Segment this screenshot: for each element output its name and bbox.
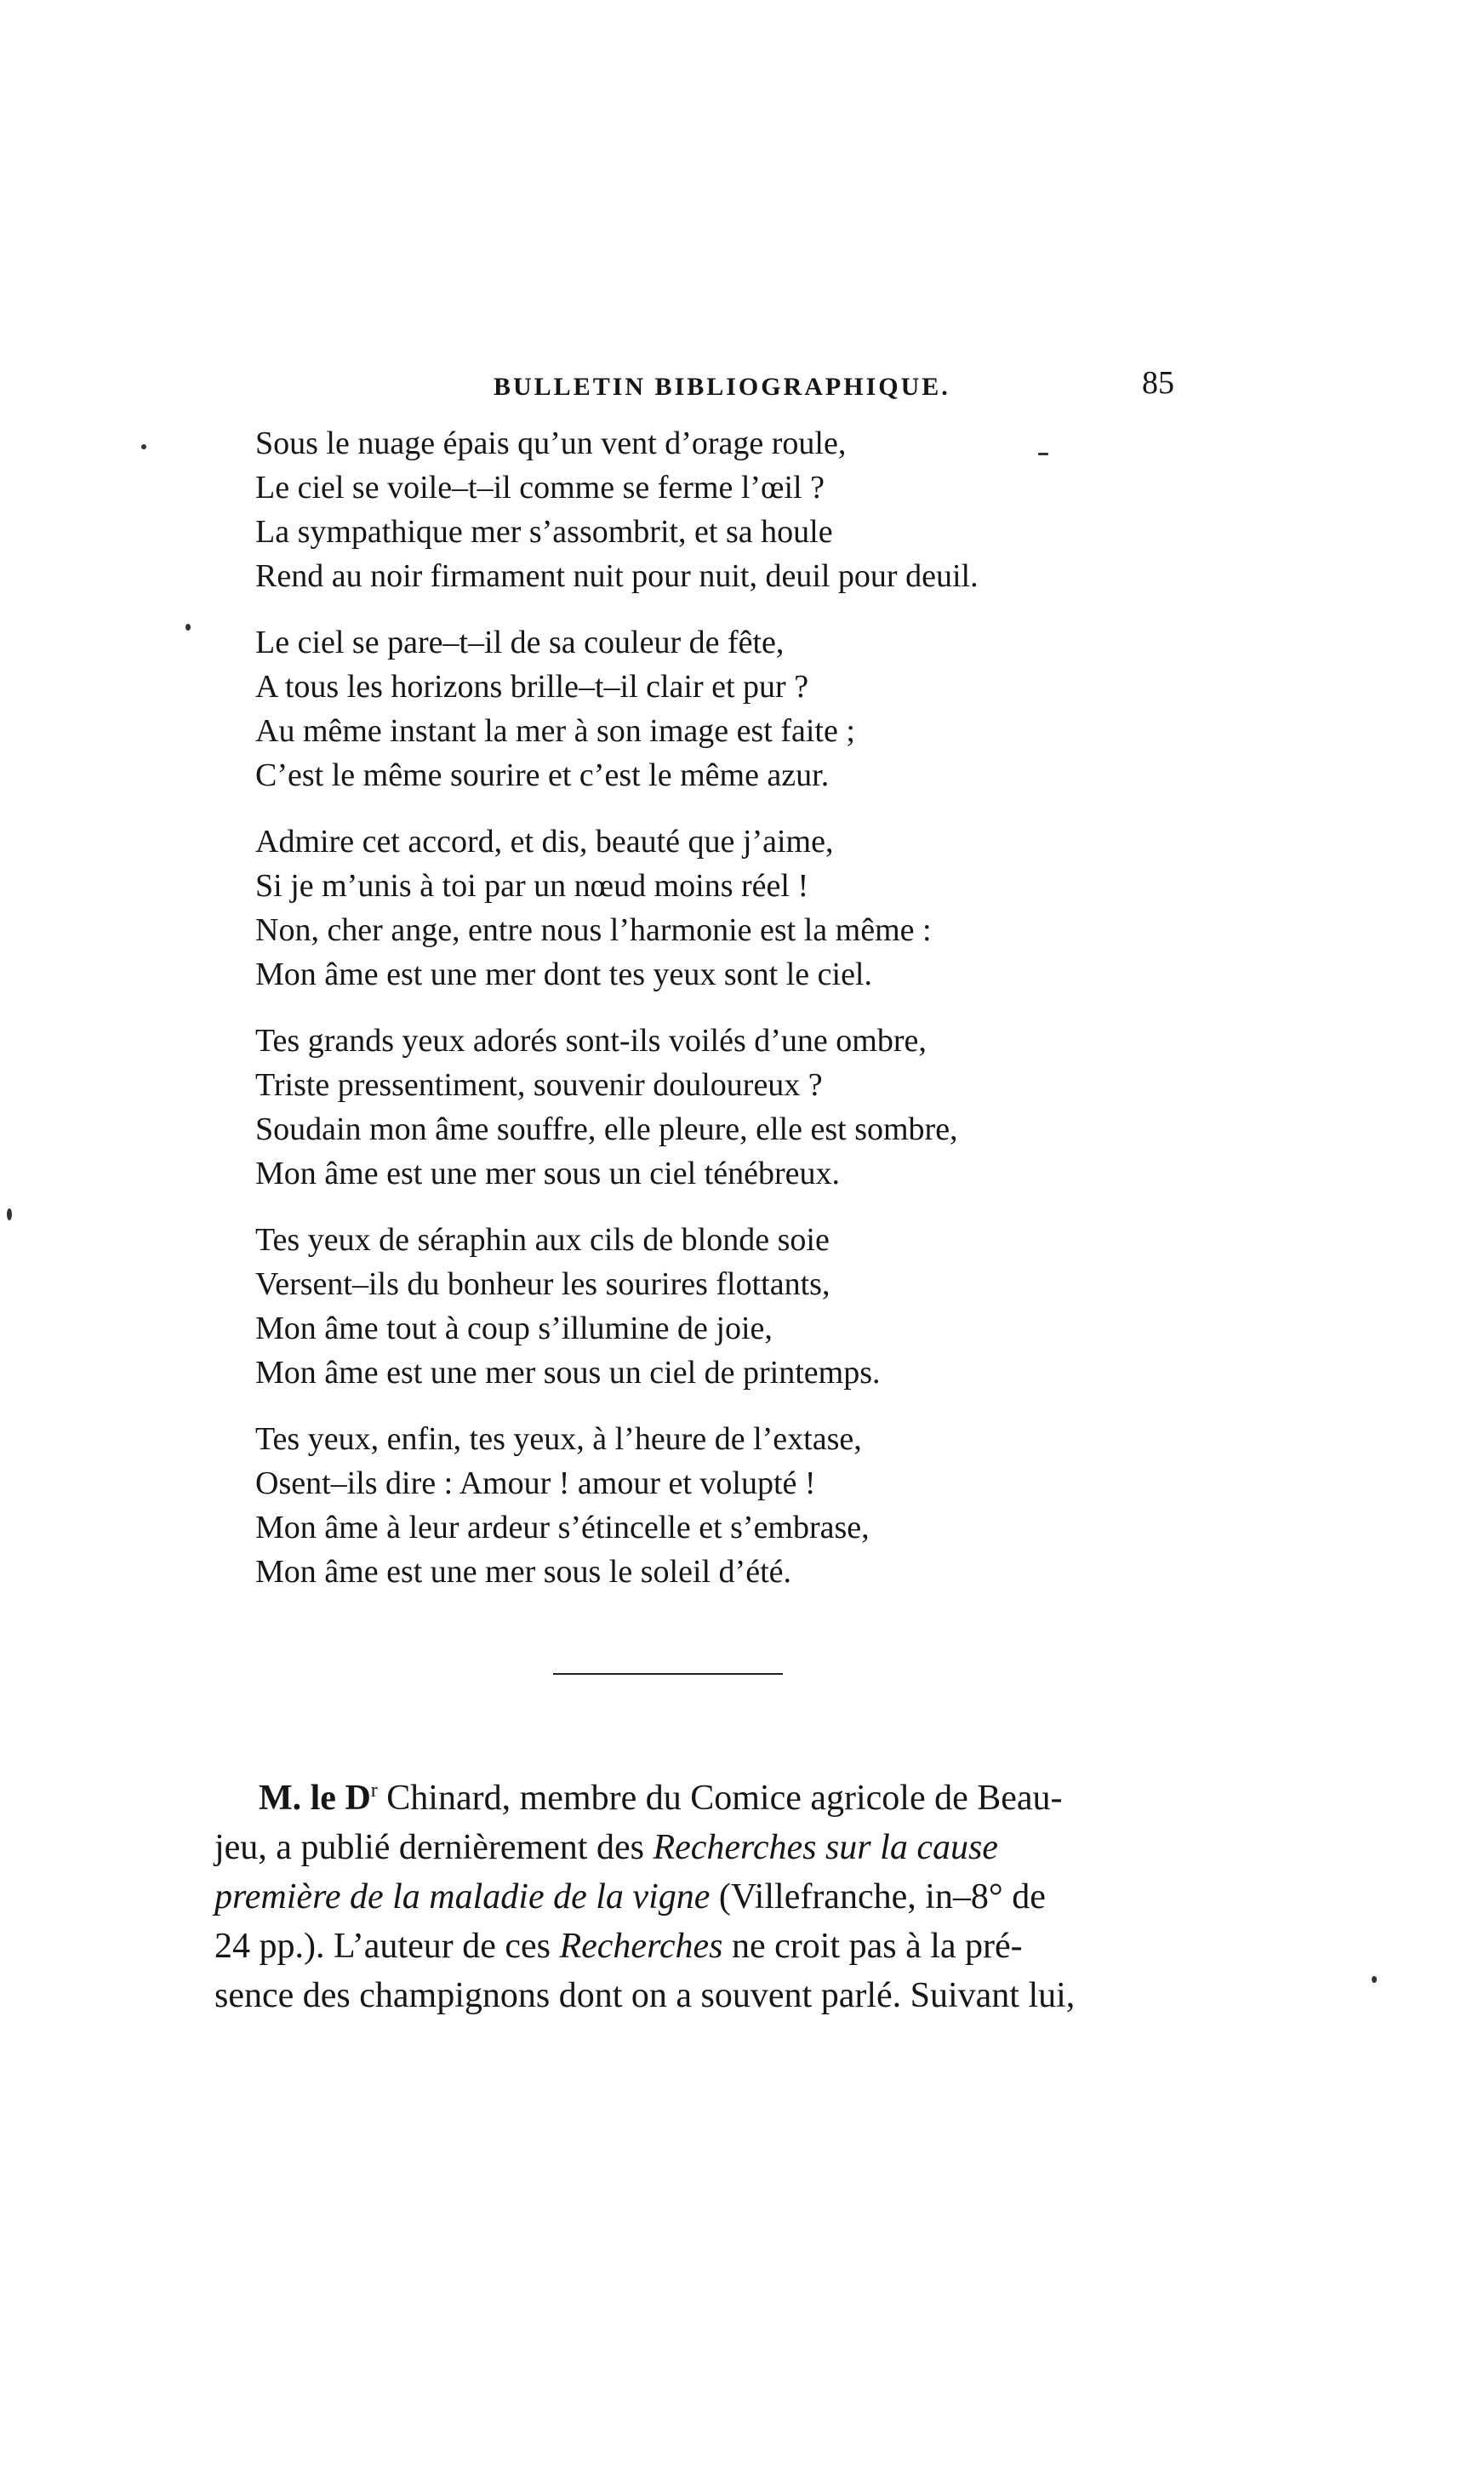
- scan-speck: [1372, 1976, 1377, 1983]
- section-divider: [553, 1673, 783, 1675]
- prose-text: [214, 1823, 998, 1872]
- prose-superscript: r: [370, 1779, 378, 1802]
- prose-text: sence des champignons dont on a souvent parlé. Suivant lui,: [214, 1976, 1076, 2015]
- poem-line: Rend au noir firmament nuit pour nuit, deuil pour deuil.: [255, 558, 979, 594]
- prose-text: Chinard, membre du Comice agricole de Beau-: [377, 1779, 1063, 1818]
- poem-line: Mon âme est une mer sous le soleil d’été.: [255, 1554, 792, 1590]
- poem-line: Tes grands yeux adorés sont-ils voilés d’une ombre,: [255, 1023, 927, 1059]
- poem-line: C’est le même sourire et c’est le même azur.: [255, 757, 830, 793]
- prose-line: [214, 1872, 1132, 1922]
- poem-line: La sympathique mer s’assombrit, et sa houle: [255, 514, 833, 550]
- prose-italic: Recherches sur la cause: [653, 1828, 998, 1867]
- poem-line: Osent–ils dire : Amour ! amour et volupté !: [255, 1465, 816, 1501]
- poem-line: Au même instant la mer à son image est faite ;: [255, 713, 855, 749]
- prose-line: [214, 1922, 1132, 1971]
- prose-text: jeu, a publié dernièrement des: [214, 1828, 654, 1867]
- prose-italic: première de la maladie de la vigne: [214, 1877, 711, 1916]
- poem-line: Versent–ils du bonheur les sourires flottants,: [255, 1266, 830, 1302]
- stanza-5: [255, 1218, 1149, 1395]
- prose-line: [214, 1823, 1132, 1872]
- poem-line: Admire cet accord, et dis, beauté que j’aime,: [255, 824, 834, 860]
- prose-text: [214, 1872, 1046, 1922]
- prose-italic: Recherches: [559, 1927, 723, 1966]
- poem-line: Tes yeux de séraphin aux cils de blonde soie: [255, 1222, 830, 1258]
- page-number: 85: [1142, 365, 1174, 401]
- poem-line: Non, cher ange, entre nous l’harmonie est la même :: [255, 912, 932, 948]
- stanza-3: [255, 820, 1149, 997]
- poem-line: A tous les horizons brille–t–il clair et pur ?: [255, 669, 809, 705]
- prose-text: 24 pp.). L’auteur de ces: [214, 1927, 560, 1966]
- stanza-2: [255, 620, 1149, 797]
- poem-line: Triste pressentiment, souvenir douloureux ?: [255, 1067, 823, 1103]
- poem-line: Sous le nuage épais qu’un vent d’orage roule,: [255, 426, 847, 461]
- poem-line: Tes yeux, enfin, tes yeux, à l’heure de l’extase,: [255, 1421, 862, 1457]
- poem-line: Soudain mon âme souffre, elle pleure, elle est sombre,: [255, 1111, 958, 1147]
- poem-line: Le ciel se pare–t–il de sa couleur de fête,: [255, 625, 785, 660]
- poem-line: Mon âme tout à coup s’illumine de joie,: [255, 1311, 773, 1346]
- stanza-4: [255, 1019, 1149, 1196]
- prose-text: [259, 1774, 1063, 1823]
- running-title: BULLETIN BIBLIOGRAPHIQUE.: [494, 373, 950, 401]
- poem-line: Si je m’unis à toi par un nœud moins réel !: [255, 868, 809, 904]
- poem-line: Le ciel se voile–t–il comme se ferme l’œil ?: [255, 470, 825, 506]
- poem-line: Mon âme est une mer sous un ciel ténébreux.: [255, 1156, 840, 1191]
- scan-speck: [141, 444, 146, 449]
- poem-line: Mon âme est une mer sous un ciel de printemps.: [255, 1355, 881, 1391]
- prose-paragraph: [214, 1774, 1132, 2020]
- prose-line: [214, 1971, 1132, 2020]
- scan-speck: [7, 1208, 12, 1220]
- prose-text: [214, 1922, 1023, 1971]
- page-header: [255, 364, 1174, 415]
- prose-text: (Villefranche, in–8° de: [710, 1877, 1046, 1916]
- poem: [255, 421, 1149, 1616]
- stanza-1: [255, 421, 1149, 598]
- poem-line: Mon âme à leur ardeur s’étincelle et s’embrase,: [255, 1510, 870, 1545]
- prose-text: ne croit pas à la pré-: [722, 1927, 1023, 1966]
- prose-lead: M. le D: [259, 1779, 371, 1818]
- stanza-6: [255, 1417, 1149, 1594]
- scan-speck: [186, 624, 191, 631]
- scan-speck: [1038, 453, 1048, 455]
- prose-line: [214, 1774, 1132, 1823]
- poem-line: Mon âme est une mer dont tes yeux sont le ciel.: [255, 957, 872, 992]
